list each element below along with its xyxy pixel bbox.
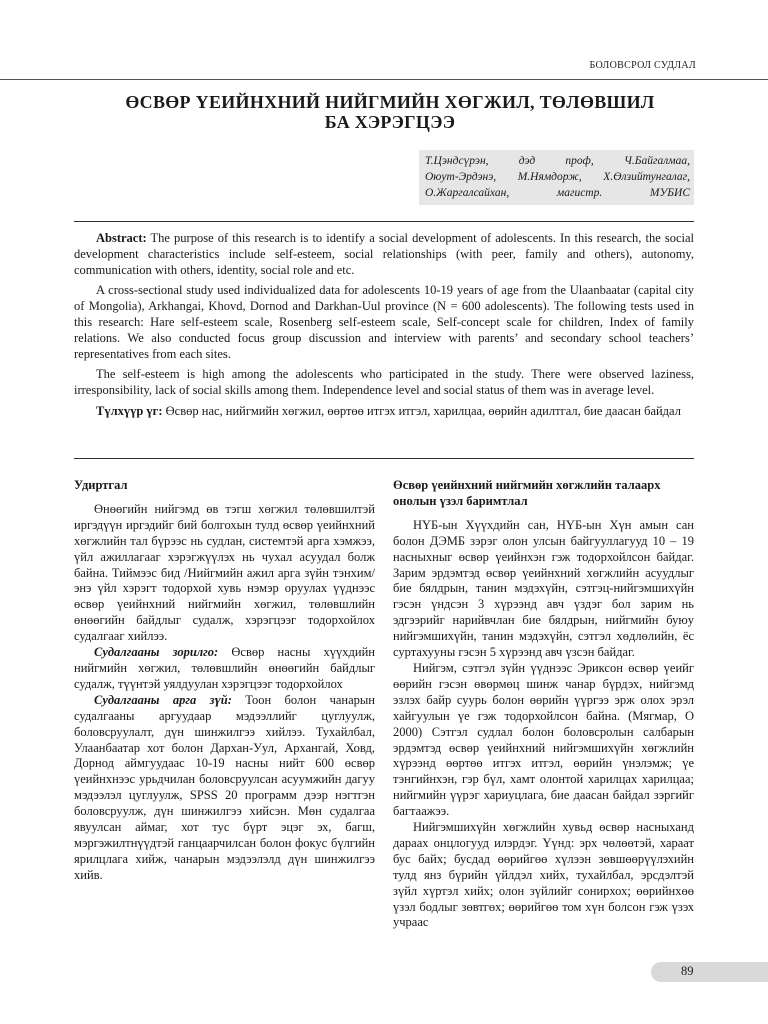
intro-paragraph: Өнөөгийн нийгэмд өв тэгш хөгжил төлөвшилтэй иргэдүүн иргэдийг бий болгохын тулд өсвөр үеийнхний хөгжлийн тал бүрээс нь судлан, системтэй арга хэмжээ, үйл ажиллагааг хэрэгжүүлэх нь чухал асуудал болж байна. Тиймээс бид /Нийгмийн ажил арга зүйн тэнхим/ энэ үйл хэрэгт тодорхой хувь нэмэр оруулах үүднээс өсвөр үеийнхний нийгмийн хөгжил, төлөвшлийн өнөөгийн байдлыг судалж, хэрэгцээг тодорхойлох судалгааг хийлээ.: [74, 501, 375, 644]
abstract-label: Abstract:: [96, 231, 147, 245]
authors-line-1: Т.Цэндсүрэн, дэд проф, Ч.Байгалмаа,: [425, 155, 690, 167]
right-column: [393, 478, 694, 931]
keywords-label: Түлхүүр үг:: [96, 403, 163, 418]
abstract-paragraph-1: [74, 231, 694, 278]
section-heading-theory: Өсвөр үеийнхний нийгмийн хөгжлийн талаарх онолын үзэл баримтлал: [393, 478, 661, 508]
abstract-paragraph-2: A cross-sectional study used individualized data for adolescents 10-19 years of age from the Ulaanbaatar (capital city of Mongolia), Arkhangai, Khovd, Dornod and Darkhan-Uul province (N = 600 adolescents). The following tests used in this research: Hare self-esteem scale, Rosenberg self-esteem scale, Self-concept scale for children, Index of family relations. We also conducted focus group discussion and interview with parents’ and secondary school teachers’ representatives from each sites.: [74, 283, 694, 361]
theory-paragraph-1: НҮБ-ын Хүүхдийн сан, НҮБ-ын Хүн амын сан болон ДЭМБ зэрэг олон улсын байгууллагууд 10 – 19 насныхныг өсвөр үеийнхэн гэж тодорхойлсон байдаг. Зарим эрдэмтэд өсвөр үеийнхний хөгжлийн асуудлыг бие бялдрын, танин мэдэхүйн, сэтгэц-нийгэмшихүйн гэсэн үндсэн 3 хүрээнд авч үздэг бол зарим нь эдгээрийг нарийвчлан бие бялдрын, нийгмийн буюу нийгэмшихүйн, танин мэдэхүйн, сэтгэл хөдлөлийн, ёс суртахууны гэсэн 5 хүрээнд авч үзсэн байдаг.: [393, 517, 694, 660]
theory-paragraph-3: Нийгэмшихүйн хөгжлийн хувьд өсвөр насныханд дараах онцлогууд илэрдэг. Үүнд: эрх чөлөөтэй, хараат бус байх; бусдад өөрийгөө хүлээн зөвшөөрүүлэхийн тулд янз бүрийн үйлдэл хийх, тухайлбал, эрсдэлтэй зүйл хүртэл хийх; олон зүйлийг сонирхох; өөрийнхөө үзэл бодлыг зөвтгөх; өөрийгөө том хүн болсон гэж үзэх учраас: [393, 820, 694, 930]
authors-line-2: Оюут-Эрдэнэ, М.Нямдорж, Х.Өлзийтунгалаг,: [425, 171, 690, 183]
title-line-2: БА ХЭРЭГЦЭЭ: [324, 112, 456, 132]
page-number-tab: [651, 962, 768, 982]
abstract-bottom-rule: [74, 458, 694, 459]
abstract-block: [74, 231, 694, 425]
research-goal-paragraph: [74, 645, 375, 693]
methodology-text: Тоон болон чанарын судалгааны аргуудаар мэдээллийг цуглуулж, боловсруулалт, дүн шинжилгээ хийлээ. Тухайлбал, Улаанбаатар хот болон Дархан-Уул, Архангай, Ховд, Дорнод аймгуудаас 10-19 насны нийт 600 өсвөр үеийнхнээс урьдчилан боловсруулсан асуумжийн дагуу мэдээлэл цуглуулж, SPSS 20 программ дээр нэгтгэн боловсруулж, дүн шинжилгээ хийсэн. Мөн судалгаа явуулсан аймаг, хот тус бүрт эцэг эх, багш, мэргэжилтнүүдтэй ганцаарчилсан болон фокус бүлгийн ярилцлага хийж, чанарын мэдээлэлд дүн шинжилгээ хийв.: [74, 692, 375, 882]
theory-paragraph-2: Нийгэм, сэтгэл зүйн үүднээс Эриксон өсвөр үеийг өөрийн гэсэн өвөрмөц шинж чанар бүрдэх, нийгэмд эзлэх байр суурь болон өөрийн үүргээ эрж олох эрэл хайгуулын үе гэж тодорхойлсон байна. (Мягмар, О 2000) Сэтгэл судлал болон боловсролын салбарын эрдэмтэд өсвөр үеийнхний нийгэмшихүйн хөгжлийн хүрээнд өөртөө итгэх итгэл, өөрийн үнэлэмж; үе тэнгийнхэн, гэр бүл, хамт олонтой харилцах харилцаа; нийгмийн үүрэг хариуцлага, бие даасан байдал зэргийг багтаажээ.: [393, 660, 694, 819]
keywords-paragraph: [74, 404, 694, 420]
section-heading-introduction: Удиртгал: [74, 478, 128, 492]
methodology-paragraph: [74, 693, 375, 884]
authors-line-3: О.Жаргалсайхан, магистр. МУБИС: [425, 187, 690, 199]
abstract-paragraph-3: The self-esteem is high among the adolescents who participated in the study. There were observed laziness, irresponsibility, lack of social skills among them. Independence level and social status of them was in average level.: [74, 367, 694, 398]
abstract-text-1: The purpose of this research is to identify a social development of adolescents. In this research, the social development characteristics include self-esteem, social relationships (with peer, family and others), autonomy, communication with others, identity, social role and etc.: [74, 231, 694, 277]
left-column: [74, 478, 375, 884]
keywords-text: Өсвөр нас, нийгмийн хөгжил, өөртөө итгэх итгэл, харилцаа, өөрийн адилтгал, бие даасан байдал: [165, 403, 681, 418]
header-rule: [0, 79, 768, 80]
abstract-top-rule: [74, 221, 694, 222]
title-line-1: ӨСВӨР ҮЕИЙНХНИЙ НИЙГМИЙН ХӨГЖИЛ, ТӨЛӨВШИЛ: [125, 92, 655, 112]
research-goal-text: Өсвөр насны хүүхдийн нийгмийн хөгжил, төлөвшлийн өнөөгийн байдлыг судалж, түүнтэй уялдуулан хэрэгцээг тодорхойлох: [74, 645, 375, 691]
page-number: 89: [681, 964, 694, 978]
article-title: [60, 92, 720, 132]
research-goal-label: Судалгааны зорилго:: [94, 645, 219, 660]
methodology-label: Судалгааны арга зүй:: [94, 692, 232, 707]
authors-box: [419, 150, 694, 205]
running-header: БОЛОВСРОЛ СУДЛАЛ: [589, 60, 696, 71]
